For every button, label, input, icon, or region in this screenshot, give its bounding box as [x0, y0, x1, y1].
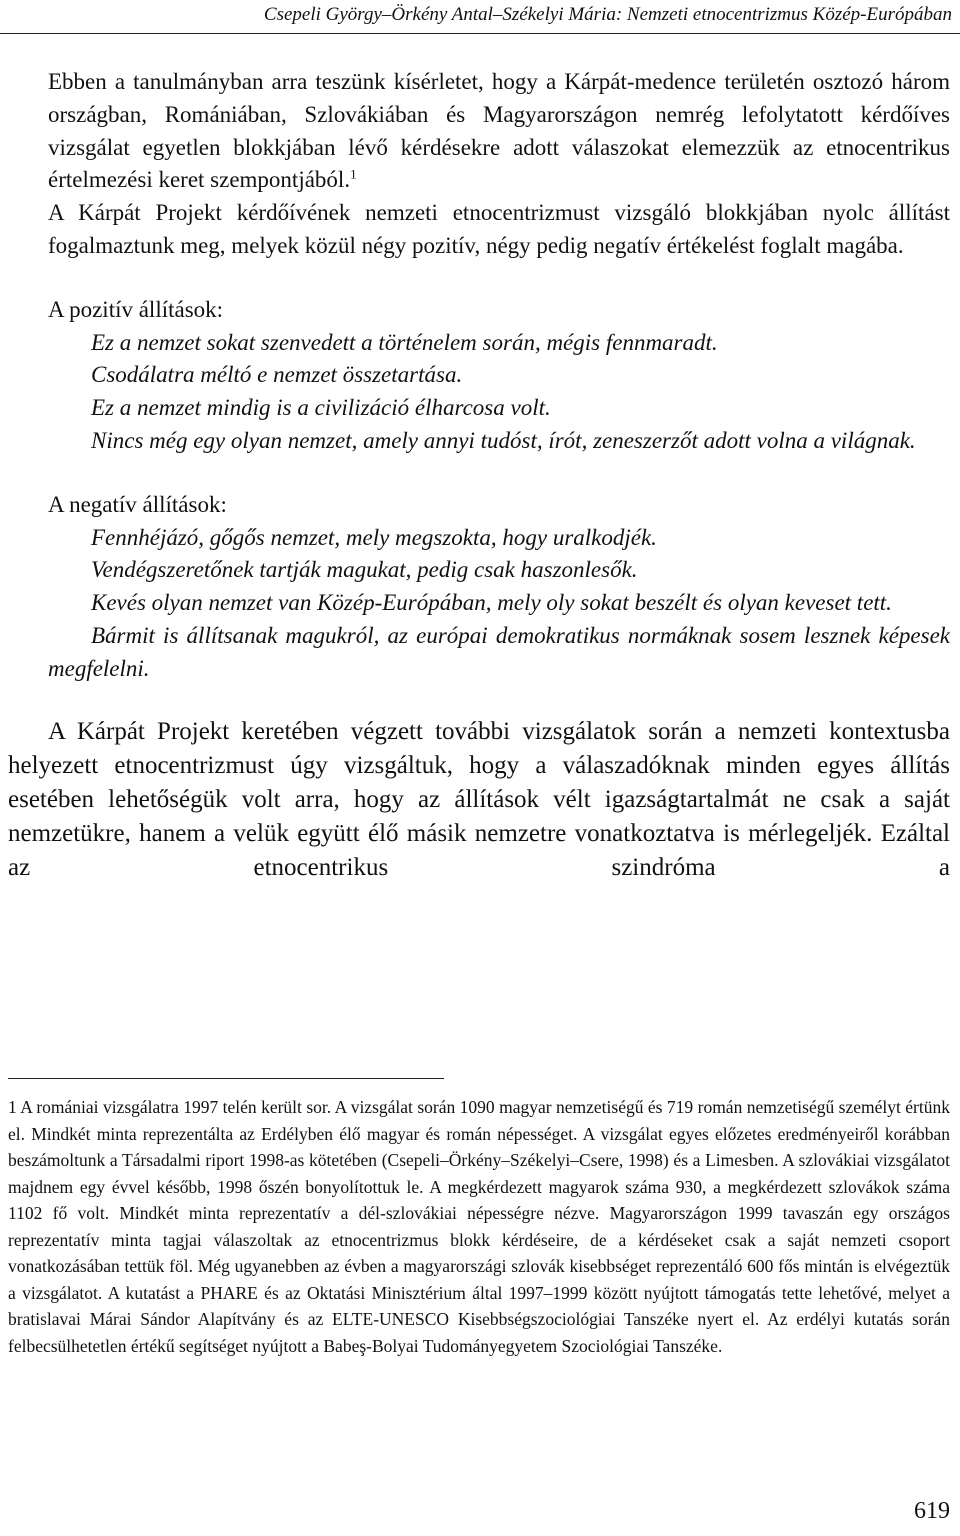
- running-header: Csepeli György–Örkény Antal–Székelyi Mária: Nemzeti etnocentrizmus Közép-Európában: [263, 4, 952, 25]
- negative-statement: Vendégszeretőnek tartják magukat, pedig csak haszonlesők.: [91, 557, 638, 583]
- positive-statements-label: A pozitív állítások:: [48, 296, 224, 322]
- negative-statement: Bármit is állítsanak magukról, az európai demokratikus normáknak sosem lesznek képesek megfelelni.: [48, 622, 950, 681]
- negative-statement: Kevés olyan nemzet van Közép-Európában, mely oly sokat beszélt és olyan keveset tett.: [91, 590, 892, 616]
- page-number: 619: [914, 1498, 950, 1524]
- intro-text: Ebben a tanulmányban arra teszünk kísérletet, hogy a Kárpát-medence területén osztozó három országban, Romániában, Szlovákiában és Magyarországon nemrég lefolytatott kérdőíves vizsgálat egyetlen blokkjában lévő kérdésekre adott válaszokat elemezzük az etnocentrikus értelmezési keret szempontjából.: [48, 69, 950, 193]
- negative-statements-label: A negatív állítások:: [48, 491, 227, 517]
- positive-statement: Ez a nemzet sokat szenvedett a történelem során, mégis fennmaradt.: [91, 329, 718, 355]
- negative-statement: Fennhéjázó, gőgős nemzet, mely megszokta, hogy uralkodjék.: [91, 524, 657, 550]
- header-rule: [0, 33, 960, 34]
- footnote-reference[interactable]: 1: [350, 166, 357, 182]
- intro-paragraph: [8, 66, 950, 197]
- footnote: 1 A romániai vizsgálatra 1997 telén került sor. A vizsgálat során 1090 magyar nemzetiségű és 719 román nemzetiségű személyt értünk el. Mindkét minta reprezentálta az Erdélyben élő magyar és román népességet. A vizsgálat egyes előzetes eredményeiről korábban beszámoltunk a Társadalmi riport 1998-as kötetében (Csepeli–Örkény–Székelyi–Csere, 1998) és a Limesben. A szlovákiai vizsgálatot majdnem egy évvel később, 1998 őszén bonyolítottuk le. A megkérdezett magyarok száma 930, a megkérdezett szlovákok száma 1102 fő volt. Mindkét minta reprezentatív a dél-szlovákiai népességre nézve. Magyarországon 1999 tavaszán egy országos reprezentatív minta tagjai válaszoltak az etnocentrizmus blokk kérdéseire, de a kérdéseket csak a saját nemzeti csoport vonatkozásában tettük föl. Még ugyanebben az évben a magyarországi szlovák kisebbséget reprezentáló 600 fős mintán is elvégeztük a vizsgálatot. A kutatást a PHARE és az Oktatási Minisztérium által 1997–1999 között nyújtott támogatás tette lehetővé, melyet a bratislavai Márai Sándor Alapítvány és az ELTE-UNESCO Kisebbségszociológiai Tanszéke nyert el. Az erdélyi kutatás során felbecsülhetetlen értékű segítséget nyújtott a Babeş-Bolyai Tudományegyetem Szociológiai Tanszéke.: [8, 1097, 950, 1356]
- main-text: [8, 66, 950, 911]
- footnote-rule: [8, 1078, 444, 1079]
- intro-paragraph-2: A Kárpát Projekt kérdőívének nemzeti etnocentrizmust vizsgáló blokkjában nyolc állítást fogalmaztunk meg, melyek közül négy pozitív, négy pedig negatív értékelést foglalt magába.: [48, 200, 950, 258]
- body-paragraph: A Kárpát Projekt keretében végzett további vizsgálatok során a nemzeti kontextusba helyezett etnocentrizmust úgy vizsgáltuk, hogy a válaszadóknak minden egyes állítás esetében lehetőségük volt arra, hogy az állítások vélt igazságtartalmát ne csak a saját nemzetükre, hanem a velük együtt élő másik nemzetre vonatkoztatva is mérlegeljék. Ezáltal az etnocentrikus szindróma a: [8, 717, 950, 882]
- positive-statement: Csodálatra méltó e nemzet összetartása.: [91, 362, 463, 388]
- positive-statement: Nincs még egy olyan nemzet, amely annyi tudóst, írót, zeneszerzőt adott volna a világnak.: [91, 427, 916, 453]
- positive-statement: Ez a nemzet mindig is a civilizáció élharcosa volt.: [91, 395, 551, 421]
